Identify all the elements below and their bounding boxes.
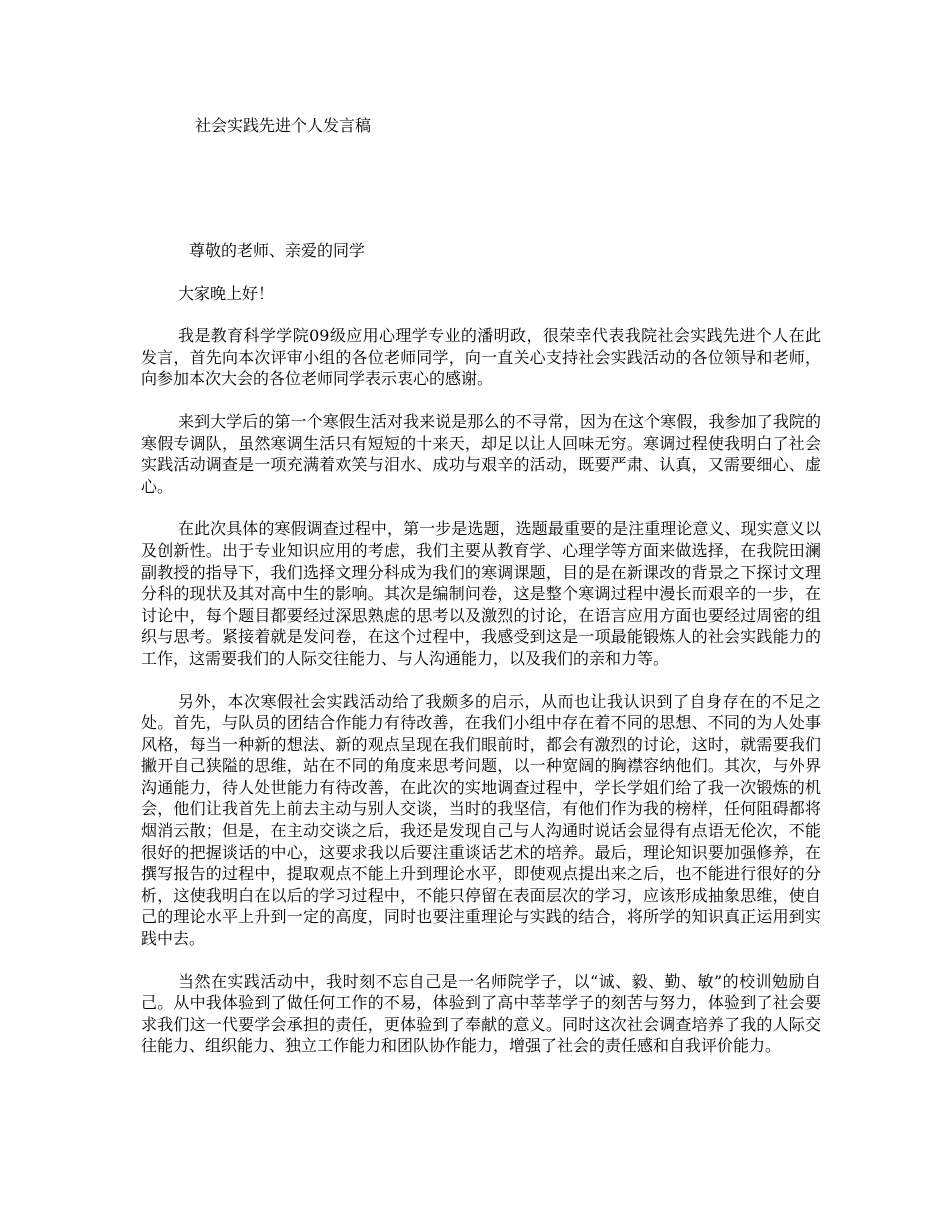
paragraph-5: 当然在实践活动中，我时刻不忘自己是一名师院学子，以“诚、毅、勤、敏”的校训勉励自己。从中我体验到了做任何工作的不易，体验到了高中莘莘学子的刻苦与努力，体验到了社会要求我们这一代要学会承担的责任，更体验到了奉献的意义。同时这次社会调查培养了我的人际交往能力、组织能力、独立工作能力和团队协作能力，增强了社会的责任感和自我评价能力。 — [141, 971, 821, 1056]
paragraph-3: 在此次具体的寒假调查过程中，第一步是选题，选题最重要的是注重理论意义、现实意义以及创新性。出于专业知识应用的考虑，我们主要从教育学、心理学等方面来做选择，在我院田澜副教授的指导下，我们选择文理分科成为我们的寒调课题，目的是在新课改的背景之下探讨文理分科的现状及其对高中生的影响。其次是编制问卷，这是整个寒调过程中漫长而艰辛的一步，在讨论中，每个题目都要经过深思熟虑的思考以及激烈的讨论，在语言应用方面也要经过周密的组织与思考。紧接着就是发问卷，在这个过程中，我感受到这是一项最能锻炼人的社会实践能力的工作，这需要我们的人际交往能力、与人沟通能力，以及我们的亲和力等。 — [141, 519, 821, 668]
paragraph-2: 来到大学后的第一个寒假生活对我来说是那么的不寻常，因为在这个寒假，我参加了我院的寒假专调队，虽然寒调生活只有短短的十来天，却足以让人回味无穷。寒调过程使我明白了社会实践活动调查是一项充满着欢笑与泪水、成功与艰辛的活动，既要严肃、认真，又需要细心、虚心。 — [141, 411, 821, 496]
paragraph-1: 我是教育科学学院09级应用心理学专业的潘明政，很荣幸代表我院社会实践先进个人在此发言，首先向本次评审小组的各位老师同学，向一直关心支持社会实践活动的各位领导和老师，向参加本次大会的各位老师同学表示衷心的感谢。 — [141, 326, 821, 389]
document-title: 社会实践先进个人发言稿 — [195, 116, 372, 135]
salutation: 尊敬的老师、亲爱的同学 — [189, 241, 366, 260]
document-body — [141, 240, 821, 1078]
paragraph-4: 另外，本次寒假社会实践活动给了我颇多的启示，从而也让我认识到了自身存在的不足之处。首先，与队员的团结合作能力有待改善，在我们小组中存在着不同的思想、不同的为人处事风格，每当一种新的想法、新的观点呈现在我们眼前时，都会有激烈的讨论，这时，就需要我们撇开自己狭隘的思维，站在不同的角度来思考问题，以一种宽阔的胸襟容纳他们。其次，与外界沟通能力，待人处世能力有待改善，在此次的实地调查过程中，学长学姐们给了我一次锻炼的机会，他们让我首先上前去主动与别人交谈，当时的我坚信，有他们作为我的榜样，任何阻碍都将烟消云散；但是，在主动交谈之后，我还是发现自己与人沟通时说话会显得有点语无伦次，不能很好的把握谈话的中心，这要求我以后要注重谈话艺术的培养。最后，理论知识要加强修养，在撰写报告的过程中，提取观点不能上升到理论水平，即使观点提出来之后，也不能进行很好的分析，这使我明白在以后的学习过程中，不能只停留在表面层次的学习，应该形成抽象思维，使自己的理论水平上升到一定的高度，同时也要注重理论与实践的结合，将所学的知识真正运用到实践中去。 — [141, 691, 821, 949]
greeting: 大家晚上好！ — [178, 283, 275, 303]
